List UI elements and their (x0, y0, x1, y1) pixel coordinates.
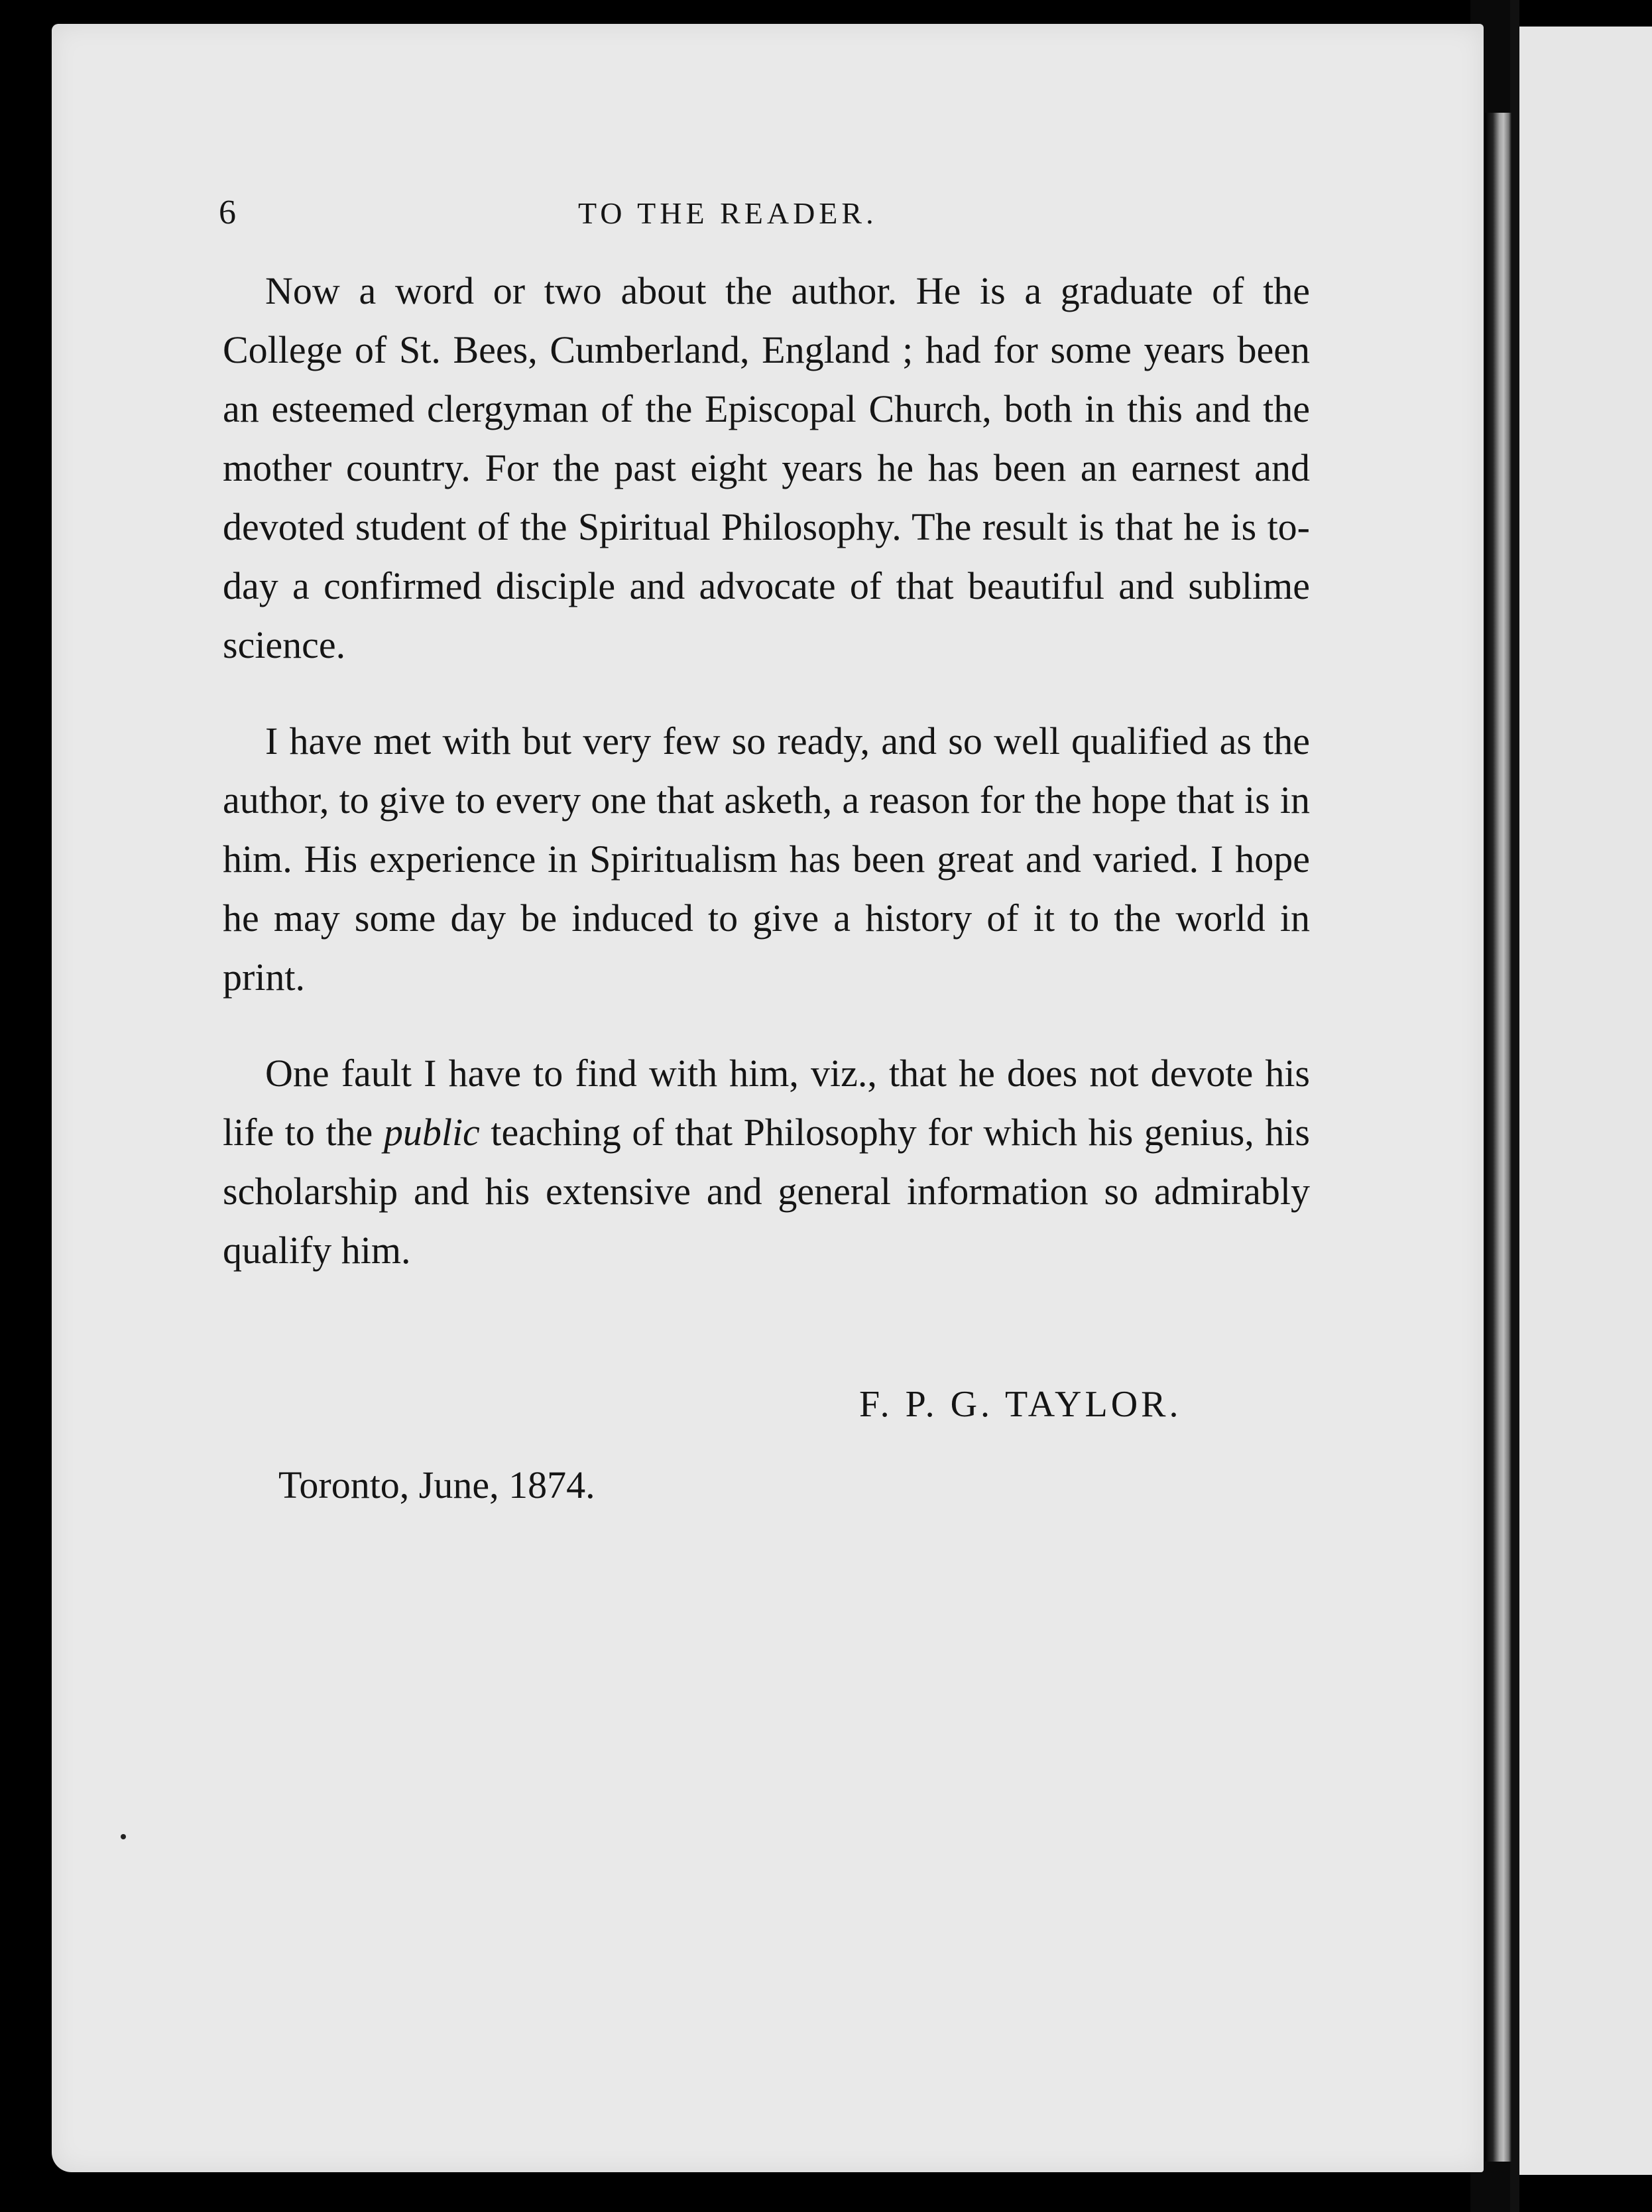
gutter-shadow (1510, 0, 1519, 2212)
paragraph-text: teaching of that Philosophy for which his genius, his scholarship and his extensive and general information so admirably qualify him. (223, 1111, 1310, 1272)
adjacent-page-edge (1518, 27, 1652, 2175)
page-number: 6 (219, 194, 236, 231)
paragraph-text: Now a word or two about the author. He is a graduate of the College of St. Bees, Cumberland, England ; had for some years been an esteemed clergyman of the Episcopal Church, both in this and the mother country. For the past eight years he has been an earnest and devoted student of the Spiritual Philosophy. The result is that he is to-day a confirmed disciple and advocate of that beautiful and sublime science. (223, 269, 1310, 666)
signature: F. P. G. TAYLOR. (859, 1384, 1182, 1425)
place-and-date: Toronto, June, 1874. (278, 1463, 595, 1506)
paragraph-fault (223, 1044, 1310, 1280)
book-page (52, 24, 1484, 2172)
paragraph-qualifications (223, 711, 1310, 1007)
body-text (223, 261, 1310, 1317)
paragraph-text: One fault I have to find with him, viz., that he does not devote his life to the (223, 1052, 1310, 1154)
binding-highlight (1485, 113, 1511, 2162)
running-title: TO THE READER. (578, 196, 878, 230)
paragraph-text: I have met with but very few so ready, and so well qualified as the author, to give to every one that asketh, a reason for the hope that is in him. His experience in Spiritualism has been great and varied. I hope he may some day be induced to give a history of it to the world in print. (223, 719, 1310, 999)
emphasized-word: public (383, 1111, 480, 1154)
paragraph-about-author (223, 261, 1310, 674)
print-speck (121, 1834, 126, 1839)
